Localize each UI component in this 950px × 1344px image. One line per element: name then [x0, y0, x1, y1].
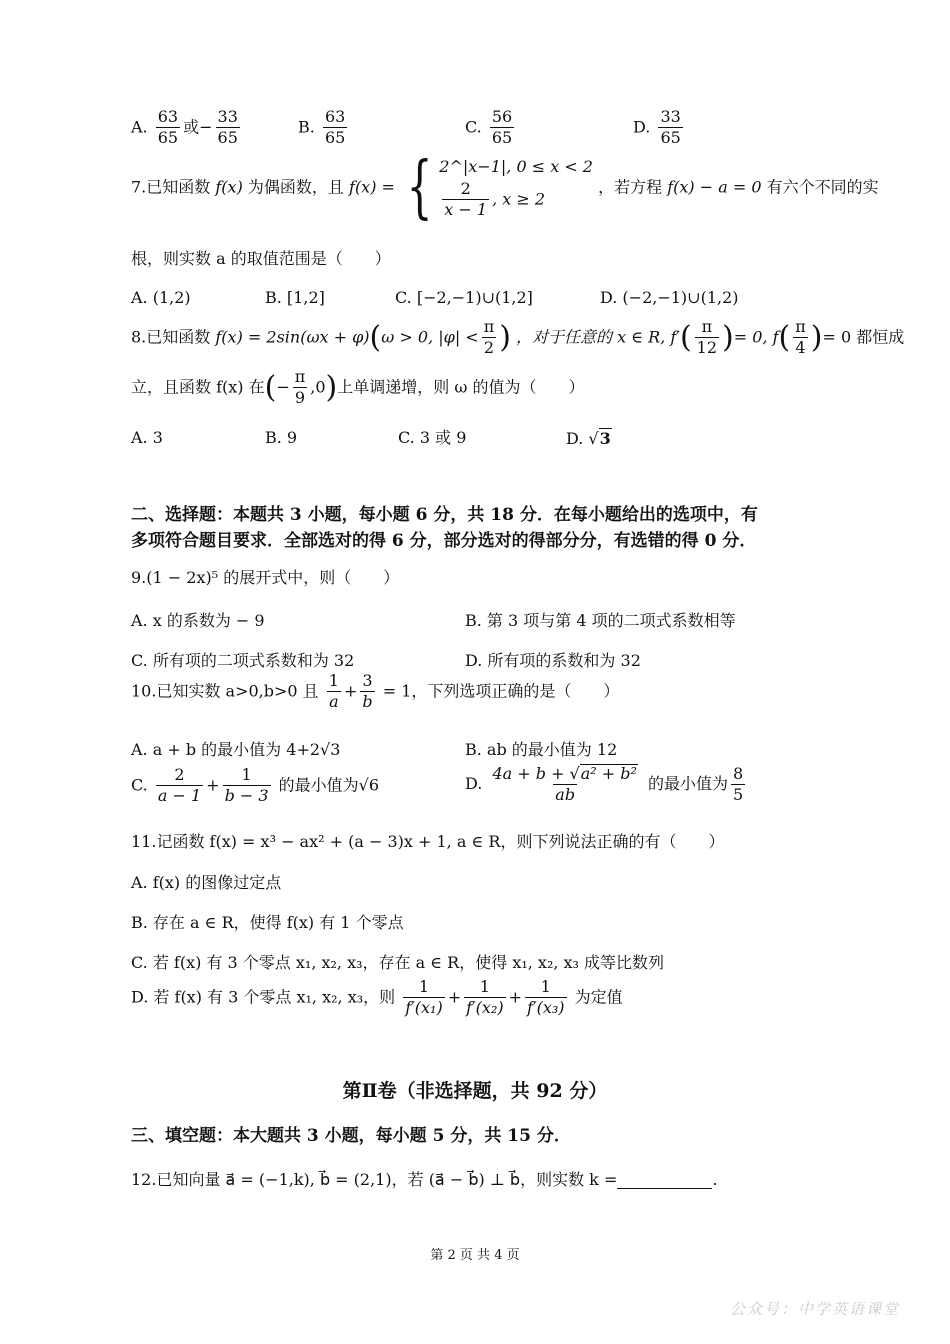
q7-piecewise: { 2^|x−1|, 0 ≤ x < 2 $\frac{2}{x - 1}$ , x ≥ 2: [406, 148, 593, 227]
q8-stem-line2: 立，且函数 f(x) 在(− $\frac{\pi}{9}$ ,0)上单调递增，则 ω 的值为（ ）: [131, 367, 585, 408]
watermark: 公众号：中学英语课堂: [730, 1300, 901, 1318]
q7-option-c: C. [−2,−1)∪(1,2]: [395, 288, 533, 307]
q10-option-d: D. $\frac{\text{4a + b + √a² + b²}}{ab}$ 的最小值为 $\frac{8}{5}$: [465, 763, 744, 805]
page-footer: 第 2 页 共 4 页: [430, 1248, 520, 1263]
q11-option-a: A. f(x) 的图像过定点: [131, 873, 282, 892]
q9-stem: 9.(1 − 2x)⁵ 的展开式中，则（ ）: [131, 568, 400, 587]
q11-stem: 11.记函数 f(x) = x³ − ax² + (a − 3)x + 1, a ∈ R，则下列说法正确的有（ ）: [131, 832, 725, 851]
q7-stem: 7.已知函数 f(x) 为偶函数，且 f(x) = { 2^|x−1|, 0 ≤ x < 2 $\frac{2}{x - 1}$ , x ≥ 2 ，若方程 f(x) − a = 0 有六个不同的实: [131, 148, 879, 227]
q10-option-a: A. a + b 的最小值为 4+2√3: [131, 740, 341, 759]
q6-option-c: C. $\frac{56}{65}$: [465, 107, 513, 148]
q9-option-d: D. 所有项的系数和为 32: [465, 651, 641, 670]
q7-option-d: D. (−2,−1)∪(1,2): [600, 288, 739, 307]
q9-option-a: A. x 的系数为 − 9: [131, 611, 265, 630]
q8-option-a: A. 3: [131, 428, 163, 447]
q7-option-b: B. [1,2]: [265, 288, 325, 307]
section2-heading-line1: 二、选择题：本题共 3 小题，每小题 6 分，共 18 分．在每小题给出的选项中，有: [131, 505, 758, 525]
q11-option-d: D. 若 f(x) 有 3 个零点 x₁, x₂, x₃，则 $\frac{1}{\text{f′(x₁)}}$ + $\frac{1}{\text{f′(x₂)}}$ + $\frac{1}{\text{f′(x₃)}}$ 为定值: [131, 977, 623, 1018]
q7-stem-line2: 根，则实数 a 的取值范围是（ ）: [131, 249, 391, 268]
part2-title: 第Ⅱ卷（非选择题，共 92 分）: [342, 1080, 608, 1102]
q6-option-a: A. $\frac{63}{65}$ 或− $\frac{33}{65}$: [131, 107, 238, 148]
q10-option-b: B. ab 的最小值为 12: [465, 740, 618, 759]
q8-option-d: D. √3: [566, 429, 611, 448]
q7-option-a: A. (1,2): [131, 288, 191, 307]
q8-option-b: B. 9: [265, 428, 298, 447]
q8-option-c: C. 3 或 9: [398, 428, 467, 447]
section2-heading-line2: 多项符合题目要求．全部选对的得 6 分，部分选对的得部分分，有选错的得 0 分．: [131, 531, 757, 551]
q6-option-b: B. $\frac{63}{65}$: [298, 107, 346, 148]
q12-stem: 12.已知向量 a⃗ = (−1,k), b⃗ = (2,1)，若 (a⃗ − b⃗) ⊥ b⃗，则实数 k = .: [131, 1170, 718, 1189]
q12-answer-blank[interactable]: [617, 1172, 712, 1189]
q11-option-c: C. 若 f(x) 有 3 个零点 x₁, x₂, x₃，存在 a ∈ R，使得 x₁, x₂, x₃ 成等比数列: [131, 953, 665, 972]
q9-option-c: C. 所有项的二项式系数和为 32: [131, 651, 355, 670]
q11-option-b: B. 存在 a ∈ R，使得 f(x) 有 1 个零点: [131, 913, 404, 932]
q8-stem: 8.已知函数 f(x) = 2sin(ωx + φ)(ω > 0, |φ| < $\frac{\pi}{2}$ ) ，对于任意的 x ∈ R, f′( $\frac{\pi}{12}$ )= 0, f( $\frac{\pi}{4}$ )= 0 都恒成: [131, 317, 905, 358]
q10-option-c: C. $\frac{2}{a - 1}$ + $\frac{1}{b - 3}$ 的最小值为√6: [131, 765, 380, 806]
q6-option-d: D. $\frac{33}{65}$: [633, 107, 681, 148]
q9-option-b: B. 第 3 项与第 4 项的二项式系数相等: [465, 611, 736, 630]
section3-heading: 三、填空题：本大题共 3 小题，每小题 5 分，共 15 分．: [131, 1126, 571, 1146]
q10-stem: 10.已知实数 a>0,b>0 且 $\frac{1}{a}$ + $\frac{3}{b}$ = 1，下列选项正确的是（ ）: [131, 671, 620, 712]
